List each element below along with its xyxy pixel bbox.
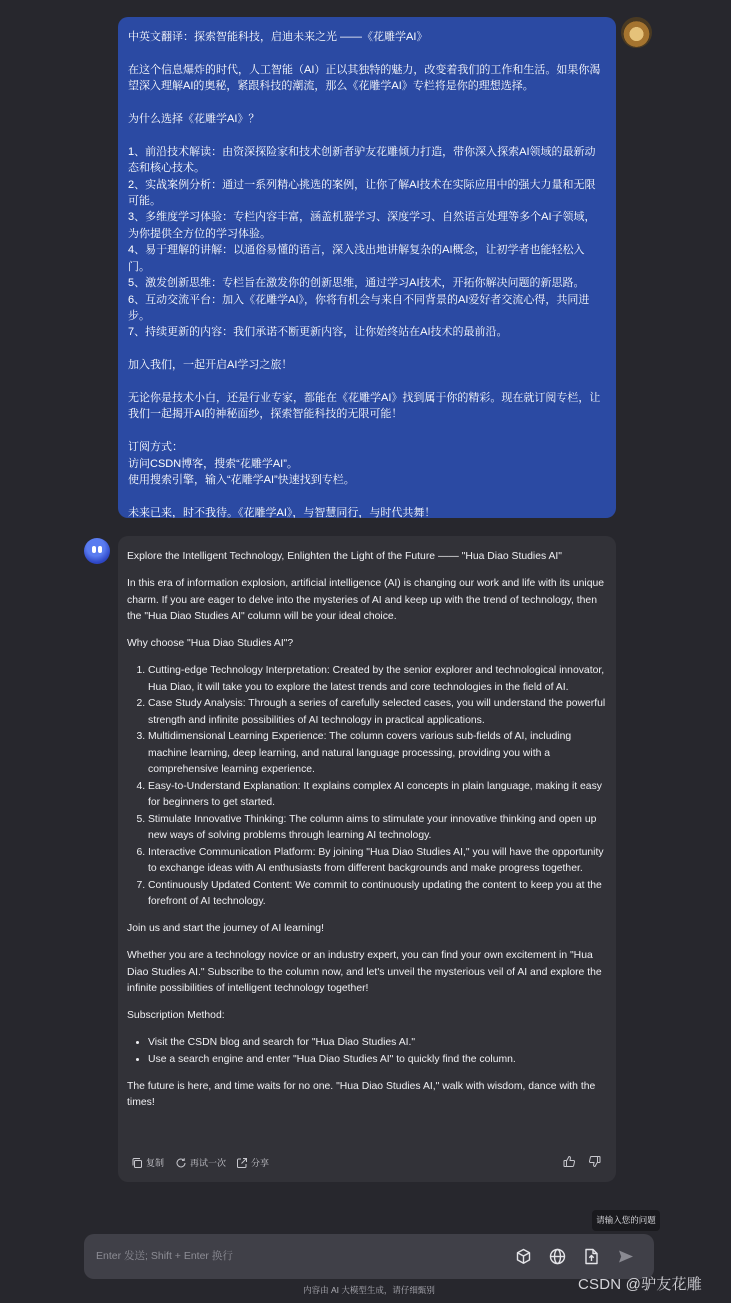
- user-message-spacer: [128, 45, 606, 61]
- dislike-button[interactable]: [588, 1155, 601, 1170]
- thumbs-down-icon: [588, 1155, 601, 1168]
- retry-label: 再试一次: [190, 1158, 227, 1168]
- assistant-avatar: [84, 538, 110, 564]
- subscription-item: • Visit the CSDN blog and search for "Hua Diao Studies AI.": [148, 1035, 606, 1052]
- user-message-spacer: [128, 423, 606, 439]
- copy-label: 复制: [146, 1158, 165, 1168]
- ai-disclaimer: 内容由 AI 大模型生成，请仔细甄别: [303, 1285, 435, 1295]
- answer-why-heading: Why choose "Hua Diao Studies AI"?: [127, 638, 294, 649]
- user-message-spacer: [128, 127, 606, 143]
- user-message-line: 未来已来，时不我待。《花雕学AI》，与智慧同行，与时代共舞！: [128, 506, 436, 518]
- reason-item: 5. Stimulate Innovative Thinking: The column aims to stimulate your innovative thinking and open up new ways of solving problems through learning AI technology.: [148, 812, 606, 845]
- web-search-button[interactable]: [548, 1247, 567, 1266]
- answer-intro: In this era of information explosion, artificial intelligence (AI) is changing our work and life with its unique charm. If you are eager to delve into the mysteries of AI and keep up with the trend of technology, then the "Hua Diao Studies AI" column will be your ideal choice.: [127, 578, 605, 622]
- message-actions: [131, 1155, 603, 1173]
- reason-item: 3. Multidimensional Learning Experience: The column covers various sub-fields of AI, including machine learning, deep learning, and natural language processing, providing you with a comprehensive learning experience.: [148, 729, 606, 779]
- user-message-line: 无论你是技术小白，还是行业专家，都能在《花雕学AI》找到属于你的精彩。现在就订阅专栏，让我们一起揭开AI的神秘面纱，探索智能科技的无限可能！: [128, 391, 601, 421]
- copy-button[interactable]: [131, 1156, 164, 1169]
- upload-file-icon: [582, 1247, 601, 1266]
- share-icon: [236, 1157, 248, 1169]
- subscription-item: • Use a search engine and enter "Hua Diao Studies AI" to quickly find the column.: [148, 1052, 606, 1069]
- user-message-line: 为什么选择《花雕学AI》？: [128, 113, 260, 126]
- reason-item: 7. Continuously Updated Content: We commit to continuously updating the content to keep you at the forefront of AI technology.: [148, 878, 606, 911]
- answer-whether: Whether you are a technology novice or an industry expert, you can find your own excitement in "Hua Diao Studies AI." Subscribe to the column now, and let's unveil the mysterious veil of AI and explore the infinite possibilities of intelligent technology together!: [127, 950, 602, 994]
- reason-item: 2. Case Study Analysis: Through a series of carefully selected cases, you will understand the powerful strength and infinite possibilities of AI technology in practical applications.: [148, 696, 606, 729]
- send-button[interactable]: [616, 1247, 635, 1266]
- retry-icon: [175, 1157, 187, 1169]
- assistant-message-bubble: [118, 536, 616, 1182]
- globe-icon: [548, 1247, 567, 1266]
- user-message-spacer: [128, 488, 606, 504]
- avatar-eye: [98, 546, 102, 553]
- user-message-bubble: [118, 17, 616, 518]
- answer-subscription-heading: Subscription Method:: [127, 1010, 225, 1021]
- share-label: 分享: [251, 1158, 270, 1168]
- answer-title: Explore the Intelligent Technology, Enlighten the Light of the Future —— "Hua Diao Studies AI": [127, 551, 562, 562]
- chat-input[interactable]: [96, 1246, 476, 1266]
- answer-closing: The future is here, and time waits for no one. "Hua Diao Studies AI," walk with wisdom, dance with the times!: [127, 1080, 596, 1108]
- user-message-line: 加入我们，一起开启AI学习之旅！: [128, 359, 293, 372]
- share-button[interactable]: [236, 1156, 269, 1169]
- subscription-list: [127, 1035, 606, 1068]
- user-avatar[interactable]: [621, 17, 652, 48]
- input-tooltip: 请输入您的问题: [592, 1210, 660, 1231]
- reason-item: 1. Cutting-edge Technology Interpretation: Created by the senior explorer and technological innovator, Hua Diao, it will take you to explore the latest trends and core technologies in the field of AI.: [148, 663, 606, 696]
- reasons-list: [127, 663, 606, 911]
- user-message-line: 中英文翻译：探索智能科技，启迪未来之光 ——《花雕学AI》: [128, 31, 428, 43]
- user-message-line: 在这个信息爆炸的时代，人工智能（AI）正以其独特的魅力，改变着我们的工作和生活。如果你渴望深入理解AI的奥秘，紧跟科技的潮流，那么《花雕学AI》专栏将是你的理想选择。: [128, 63, 601, 93]
- reason-item: 6. Interactive Communication Platform: By joining "Hua Diao Studies AI," you will have the opportunity to exchange ideas with AI enthusiasts from different backgrounds and make progress together.: [148, 845, 606, 878]
- chat-input-box: [84, 1234, 654, 1279]
- thumbs-up-icon: [563, 1155, 576, 1168]
- model-tool-button[interactable]: [514, 1247, 533, 1266]
- user-message-spacer: [128, 95, 606, 111]
- copy-icon: [131, 1157, 143, 1169]
- reason-item: 4. Easy-to-Understand Explanation: It explains complex AI concepts in plain language, making it easy for beginners to get started.: [148, 779, 606, 812]
- retry-button[interactable]: [175, 1156, 226, 1169]
- send-icon: [616, 1247, 635, 1266]
- user-message-spacer: [128, 374, 606, 390]
- csdn-watermark: CSDN @驴友花雕: [578, 1276, 702, 1293]
- upload-file-button[interactable]: [582, 1247, 601, 1266]
- user-message-spacer: [128, 341, 606, 357]
- answer-join: Join us and start the journey of AI learning!: [127, 923, 324, 934]
- user-message-line: 订阅方式： 访问CSDN博客，搜索“花雕学AI”。 使用搜索引擎，输入“花雕学AI”快速找到专栏。: [128, 441, 355, 486]
- avatar-eye: [92, 546, 96, 553]
- cube-icon: [514, 1247, 533, 1266]
- like-button[interactable]: [563, 1155, 576, 1170]
- user-message-line: 1、前沿技术解读：由资深探险家和技术创新者驴友花雕倾力打造，带你深入探索AI领域的最新动态和核心技术。 2、实战案例分析：通过一系列精心挑选的案例，让你了解AI技术在实际应用中的强大力量和无限可能。 3、多维度学习体验：专栏内容丰富，涵盖机器学习、深度学习、自然语言处理等多个AI子领域，为你提供全方位的学习体验。 4、易于理解的讲解：以通俗易懂的语言，深入浅出地讲解复杂的AI概念，让初学者也能轻松入门。 5、激发创新思维：专栏旨在激发你的创新思维，通过学习AI技术，开拓你解决问题的新思路。 6、互动交流平台：加入《花雕学AI》，你将有机会与来自不同背景的AI爱好者交流心得，共同进步。 7、持续更新的内容：我们承诺不断更新内容，让你始终站在AI技术的最前沿。: [128, 145, 596, 339]
